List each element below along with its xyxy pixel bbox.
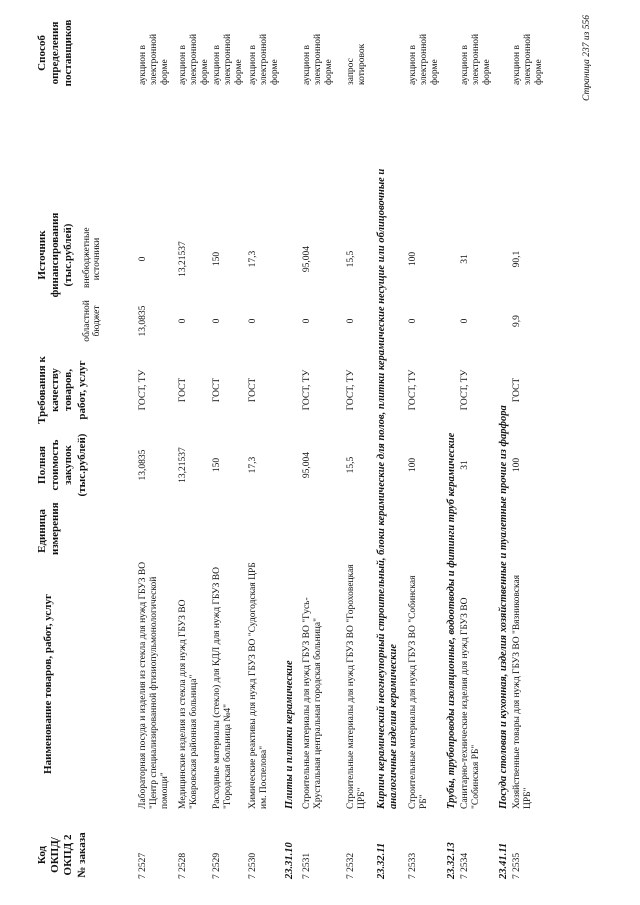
item-cost: 150 [212,457,222,473]
item-method: запрос котировок [346,43,367,85]
item-name: Санитарно-технические изделия для нужд ГБУЗ ВО "Собинская РБ" [460,597,481,809]
order-number: 7 2530 [248,852,258,879]
item-name: Строительные материалы для нужд ГБУЗ ВО "Собинская РБ" [408,575,429,809]
header-method: Способ определения поставщиков [36,19,75,87]
item-regional-budget: 0 [346,318,356,324]
item-requirements: ГОСТ [178,377,188,403]
item-requirements: ГОСТ [212,377,222,403]
section-code: 23.31.10 [284,842,295,879]
item-requirements: ГОСТ, ТУ [346,369,356,411]
order-number: 7 2528 [178,852,188,879]
item-regional-budget: 13,0835 [138,305,148,337]
order-number: 7 2532 [346,852,356,879]
item-name: Строительные материалы для нужд ГБУЗ ВО "Гороховецкая ЦРБ" [346,564,367,809]
item-offbudget: 100 [408,251,418,267]
order-number: 7 2531 [302,852,312,879]
item-cost: 17,3 [248,456,258,474]
item-requirements: ГОСТ [248,377,258,403]
item-offbudget: 31 [460,254,470,264]
item-regional-budget: 0 [248,318,258,324]
item-name: Химические реактивы для нужд ГБУЗ ВО "Судогодская ЦРБ им. Поспелова" [248,562,269,809]
item-offbudget: 15,5 [346,250,356,268]
section-title: Плиты и плитки керамические [284,660,295,809]
order-number: 7 2527 [138,852,148,879]
item-name: Строительные материалы для нужд ГБУЗ ВО "Гусь-Хрустальная центральная городская больница" [302,597,323,809]
item-regional-budget: 0 [408,318,418,324]
item-requirements: ГОСТ, ТУ [408,369,418,411]
item-cost: 13,21537 [178,447,188,483]
section-title: Трубы, трубопроводы изоляционные, водоотводы и фитинги труб керамические [446,432,457,809]
item-regional-budget: 9,9 [512,315,522,327]
item-regional-budget: 0 [178,318,188,324]
header-unit: Единица измерения [36,502,62,555]
item-method: аукцион в электронной форме [460,33,492,85]
item-method: аукцион в электронной форме [212,33,244,85]
section-code: 23.32.13 [446,842,457,879]
page-footer: Страница 237 из 556 [582,15,592,101]
item-regional-budget: 0 [302,318,312,324]
header-source-offbudget: внебюджетные источники [82,227,103,288]
header-source: Источник финансирования (тыс.рублей) [36,212,75,298]
item-name: Медицинские изделия из стекла для нужд ГБУЗ ВО "Ковровская районная больница" [178,599,199,809]
item-requirements: ГОСТ, ТУ [460,369,470,411]
item-regional-budget: 0 [212,318,222,324]
item-method: аукцион в электронной форме [138,33,170,85]
item-requirements: ГОСТ, ТУ [138,369,148,411]
item-offbudget: 95,004 [302,245,312,273]
item-name: Лабораторная посуда и изделия из стекла для нужд ГБУЗ ВО "Центр специализированной фтизиопульмонологической помощи" [138,561,170,809]
order-number: 7 2533 [408,852,418,879]
section-title: Кирпич керамический неогнеупорный строительный, блоки керамические для полов, плитки керамические несущие или облицовочные и аналогичные изделия керамические [376,168,400,809]
item-cost: 95,004 [302,451,312,479]
header-source-regional: областной бюджет [82,300,103,342]
item-method: аукцион в электронной форме [408,33,440,85]
header-requirements: Требования к качеству товаров, работ, услуг [36,356,88,424]
order-number: 7 2534 [460,852,470,879]
item-requirements: ГОСТ [512,377,522,403]
header-cost: Полная стоимость закупок (тыс.рублей) [36,433,88,497]
item-cost: 31 [460,460,470,470]
order-number: 7 2535 [512,852,522,879]
item-method: аукцион в электронной форме [248,33,280,85]
item-offbudget: 17,3 [248,250,258,268]
section-title: Посуда столовая и кухонная, изделия хозяйственные и туалетные прочие из фарфора [498,405,509,809]
item-method: аукцион в электронной форме [178,33,210,85]
item-cost: 15,5 [346,456,356,474]
section-code: 23.32.11 [376,842,387,879]
header-name: Наименование товаров, работ, услуг [42,594,54,774]
header-code: Код ОКПД/ ОКПД 2 № заказа [36,832,88,878]
item-cost: 13,0835 [138,449,148,481]
item-cost: 100 [512,457,522,473]
item-name: Расходные материалы (стекло) для КДЛ для нужд ГБУЗ ВО "Городская больница №4" [212,567,233,809]
item-requirements: ГОСТ, ТУ [302,369,312,411]
item-name: Хозяйственные товары для нужд ГБУЗ ВО "Вязниковская ЦРБ" [512,574,533,809]
order-number: 7 2529 [212,852,222,879]
item-offbudget: 90,1 [512,250,522,268]
item-regional-budget: 0 [460,318,470,324]
section-code: 23.41.11 [498,842,509,879]
item-method: аукцион в электронной форме [512,33,544,85]
item-offbudget: 13,21537 [178,241,188,277]
item-cost: 100 [408,457,418,473]
item-offbudget: 150 [212,251,222,267]
item-offbudget: 0 [138,256,148,262]
item-method: аукцион в электронной форме [302,33,334,85]
